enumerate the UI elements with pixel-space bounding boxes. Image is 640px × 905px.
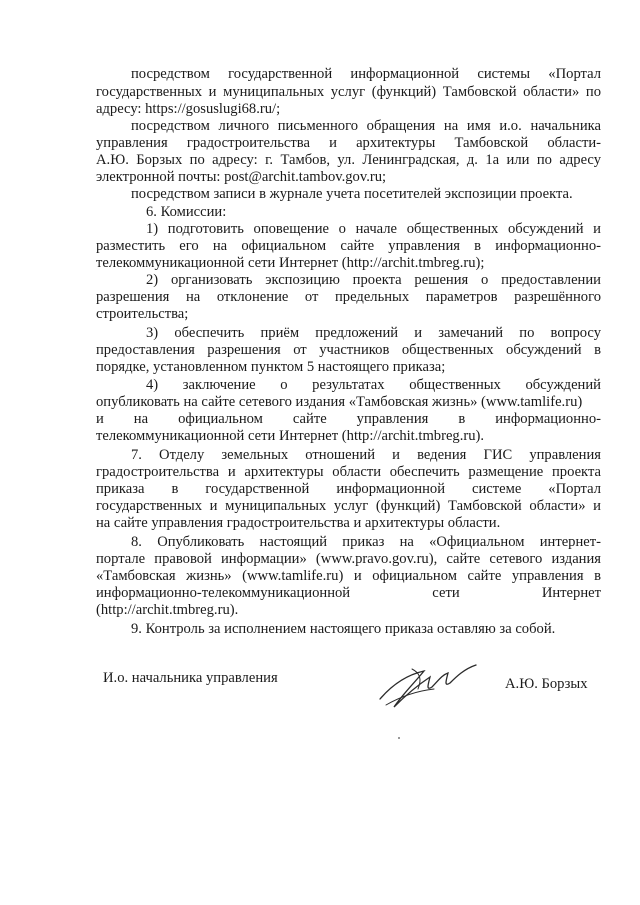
text-line: адресу: https://gosuslugi68.ru/; (96, 101, 281, 117)
text-line: управления градостроительства и архитектуры Тамбовской области- (96, 135, 601, 151)
text-line: государственных и муниципальных услуг (функций) Тамбовской области» и (96, 498, 601, 514)
text-line: 4) заключение о результатах общественных обсуждений (146, 377, 601, 393)
text-line: телекоммуникационной сети Интернет (http://archit.tmbreg.ru). (96, 428, 485, 444)
text-line: посредством личного письменного обращения на имя и.о. начальника (131, 118, 601, 134)
text-line: информационно-телекоммуникационной сети Интернет (96, 585, 601, 601)
text-line: строительства; (96, 306, 189, 322)
text-line: «Тамбовская жизнь» (www.tamlife.ru) и официальном сайте управления в (96, 568, 601, 584)
text-line: электронной почты: post@archit.tambov.gov.ru; (96, 169, 387, 185)
handwritten-signature (372, 655, 512, 715)
text-line: телекоммуникационной сети Интернет (http://archit.tmbreg.ru); (96, 255, 485, 271)
text-line: А.Ю. Борзых по адресу: г. Тамбов, ул. Ленинградская, д. 1а или по адресу (96, 152, 601, 168)
text-line: опубликовать на сайте сетевого издания «Тамбовская жизнь» (www.tamlife.ru) (96, 394, 583, 410)
text-line: (http://archit.tmbreg.ru). (96, 602, 239, 618)
text-line: и на официальном сайте управления в информационно- (96, 411, 601, 427)
text-line: 9. Контроль за исполнением настоящего приказа оставляю за собой. (131, 621, 556, 637)
text-line: градостроительства и архитектуры области обеспечить размещение проекта (96, 464, 601, 480)
signatory-name: А.Ю. Борзых (505, 676, 588, 692)
text-line: 2) организовать экспозицию проекта решения о предоставлении (146, 272, 601, 288)
text-line: портале правовой информации» (www.pravo.gov.ru), сайте сетевого издания (96, 551, 601, 567)
signatory-position: И.о. начальника управления (103, 670, 278, 686)
text-line: 6. Комиссии: (146, 204, 227, 220)
text-line: посредством государственной информационной системы «Портал (131, 66, 601, 82)
text-line: посредством записи в журнале учета посетителей экспозиции проекта. (131, 186, 573, 202)
text-line: 8. Опубликовать настоящий приказ на «Официальном интернет- (131, 534, 601, 550)
text-line: государственных и муниципальных услуг (функций) Тамбовской области» по (96, 84, 601, 100)
text-line: порядке, установленном пунктом 5 настоящего приказа; (96, 359, 446, 375)
text-line: предоставления разрешения от участников общественных обсуждений в (96, 342, 601, 358)
page-mark (398, 737, 400, 739)
text-line: разрешения на отклонение от предельных параметров разрешённого (96, 289, 601, 305)
text-line: 3) обеспечить приём предложений и замечаний по вопросу (146, 325, 601, 341)
text-line: приказа в государственной информационной системе «Портал (96, 481, 601, 497)
text-line: на сайте управления градостроительства и архитектуры области. (96, 515, 501, 531)
text-line: 7. Отделу земельных отношений и ведения ГИС управления (131, 447, 601, 463)
text-line: 1) подготовить оповещение о начале общественных обсуждений и (146, 221, 601, 237)
text-line: разместить его на официальном сайте управления в информационно- (96, 238, 601, 254)
